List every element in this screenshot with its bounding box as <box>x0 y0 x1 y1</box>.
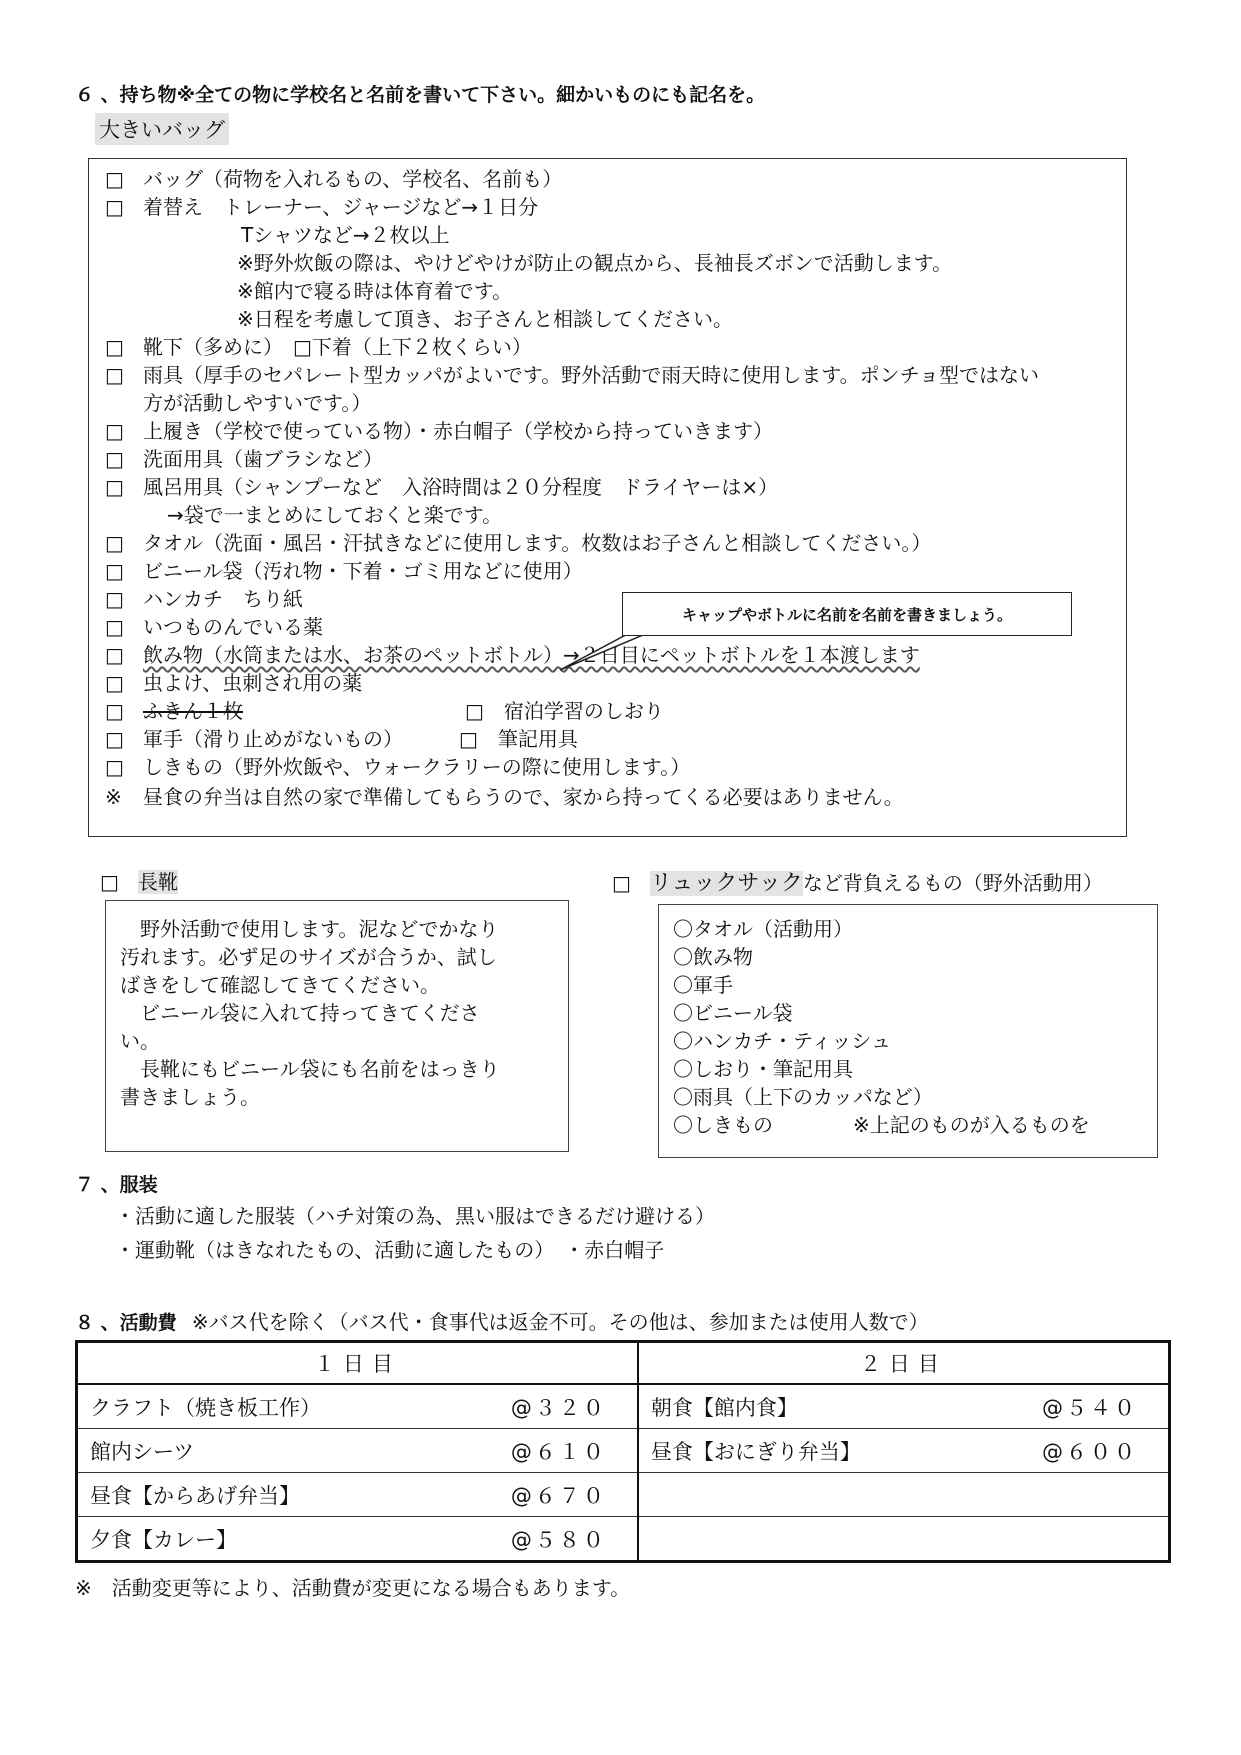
table-row <box>77 1429 1170 1473</box>
list-item: □ 虫よけ、虫刺され用の薬 <box>105 671 363 695</box>
list-item: □ 雨具（厚手のセパレート型カッパがよいです。野外活動で雨天時に使用します。ポンチョ型ではない <box>105 363 1039 387</box>
lunch-note: ※ 昼食の弁当は自然の家で準備してもらうので、家から持ってくる必要はありません。 <box>105 785 904 809</box>
list-item: ※日程を考慮して頂き、お子さんと相談してください。 <box>237 307 733 331</box>
list-item: □ バッグ（荷物を入れるもの、学校名、名前も） <box>105 167 563 191</box>
fee-item: 館内シーツ <box>77 1429 441 1473</box>
list-item: ※野外炊飯の際は、やけどやけが防止の観点から、長袖長ズボンで活動します。 <box>237 251 953 275</box>
rucksack-box <box>658 904 1158 1158</box>
boots-line: 書きましょう。 <box>120 1085 260 1109</box>
list-item: □ 筆記用具 <box>459 727 578 751</box>
callout-note: キャップやボトルに名前を名前を書きましょう。 <box>622 592 1072 636</box>
rucksack-item: 〇タオル（活動用） <box>673 917 853 941</box>
table-row <box>77 1517 1170 1562</box>
items-list-box <box>88 158 1127 837</box>
fee-item: 朝食【館内食】 <box>638 1384 972 1429</box>
section-8-heading: ８ 、活動費 <box>75 1312 177 1334</box>
fee-price: @６００ <box>971 1429 1169 1473</box>
list-item: □ 軍手（滑り止めがないもの） <box>105 727 403 751</box>
table-row <box>77 1384 1170 1429</box>
fee-item <box>638 1517 972 1562</box>
fee-price: @３２０ <box>441 1384 638 1429</box>
fee-item <box>638 1473 972 1517</box>
list-item: □ ハンカチ ちり紙 <box>105 587 303 611</box>
list-item: □ 飲み物（水筒または水、お茶のペットボトル）→２日目にペットボトルを１本渡します <box>105 643 920 667</box>
fee-price <box>971 1473 1169 1517</box>
rucksack-item: 〇ハンカチ・ティッシュ <box>673 1029 891 1053</box>
rucksack-item: 〇ビニール袋 <box>673 1001 793 1025</box>
rucksack-item: 〇軍手 <box>673 973 733 997</box>
clothing-line: ・活動に適した服装（ハチ対策の為、黒い服はできるだけ避ける） <box>115 1204 715 1228</box>
boots-line: 汚れます。必ず足のサイズが合うか、試し <box>120 945 497 969</box>
table-header-row <box>77 1342 1170 1385</box>
boots-line: ばきをして確認してきてください。 <box>120 973 440 997</box>
section-6-heading: ６ 、持ち物※全ての物に学校名と名前を書いて下さい。細かいものにも記名を。 <box>75 84 766 106</box>
fee-item: 夕食【カレー】 <box>77 1517 441 1562</box>
boots-line: 野外活動で使用します。泥などでかなり <box>120 917 499 941</box>
list-item: 方が活動しやすいです。） <box>143 391 372 415</box>
table-row <box>77 1473 1170 1517</box>
fee-price: @６１０ <box>441 1429 638 1473</box>
fee-price: @５４０ <box>971 1384 1169 1429</box>
fee-note: ※ 活動変更等により、活動費が変更になる場合もあります。 <box>75 1576 631 1600</box>
list-item: □ ふきん１枚 <box>105 699 243 723</box>
fee-table <box>75 1340 1171 1563</box>
boots-line: い。 <box>120 1029 160 1053</box>
section-8-subheading: ※バス代を除く（バス代・食事代は返金不可。その他は、参加または使用人数で） <box>191 1310 929 1334</box>
fee-price: @６７０ <box>441 1473 638 1517</box>
list-item: □ 着替え トレーナー、ジャージなど→１日分 <box>105 195 539 219</box>
clothing-line: ・運動靴（はきなれたもの、活動に適したもの） ・赤白帽子 <box>115 1238 665 1262</box>
list-item: Tシャツなど→２枚以上 <box>241 223 450 247</box>
boots-line: 長靴にもビニール袋にも名前をはっきり <box>120 1057 500 1081</box>
list-item: □ タオル（洗面・風呂・汗拭きなどに使用します。枚数はお子さんと相談してください。） <box>105 531 932 555</box>
list-item: □ いつものんでいる薬 <box>105 615 323 639</box>
boots-line: ビニール袋に入れて持ってきてくださ <box>120 1001 480 1025</box>
section-7-heading: ７ 、服装 <box>75 1174 158 1196</box>
rucksack-item: 〇しきもの ※上記のものが入るものを <box>673 1113 1090 1137</box>
large-bag-label: 大きいバッグ <box>95 113 229 145</box>
rucksack-item: 〇飲み物 <box>673 945 753 969</box>
rucksack-heading: □ リュックサックなど背負えるもの（野外活動用） <box>612 871 1103 896</box>
list-item: →袋で一まとめにしておくと楽です。 <box>167 503 503 527</box>
day2-header: ２日目 <box>638 1342 1170 1385</box>
rucksack-item: 〇しおり・筆記用具 <box>673 1057 853 1081</box>
fee-item: クラフト（焼き板工作） <box>77 1384 441 1429</box>
list-item: □ しきもの（野外炊飯や、ウォークラリーの際に使用します。） <box>105 755 691 779</box>
list-item: ※館内で寝る時は体育着です。 <box>237 279 513 303</box>
list-item: □ 宿泊学習のしおり <box>465 699 664 723</box>
list-item: □ ビニール袋（汚れ物・下着・ゴミ用などに使用） <box>105 559 583 583</box>
fee-item: 昼食【からあげ弁当】 <box>77 1473 441 1517</box>
list-item: □ 上履き（学校で使っている物）・赤白帽子（学校から持っていきます） <box>105 419 773 443</box>
rucksack-item: 〇雨具（上下のカッパなど） <box>673 1085 933 1109</box>
list-item: □ 風呂用具（シャンプーなど 入浴時間は２０分程度 ドライヤーは×） <box>105 475 779 499</box>
list-item: □ 洗面用具（歯ブラシなど） <box>105 447 383 471</box>
boots-heading: □ 長靴 <box>100 870 178 894</box>
fee-price: @５８０ <box>441 1517 638 1562</box>
fee-price <box>971 1517 1169 1562</box>
section-8-header <box>75 1306 929 1335</box>
fee-item: 昼食【おにぎり弁当】 <box>638 1429 972 1473</box>
day1-header: １日目 <box>77 1342 638 1385</box>
list-item: □ 靴下（多めに） □下着（上下２枚くらい） <box>105 335 532 359</box>
boots-box <box>105 900 569 1152</box>
